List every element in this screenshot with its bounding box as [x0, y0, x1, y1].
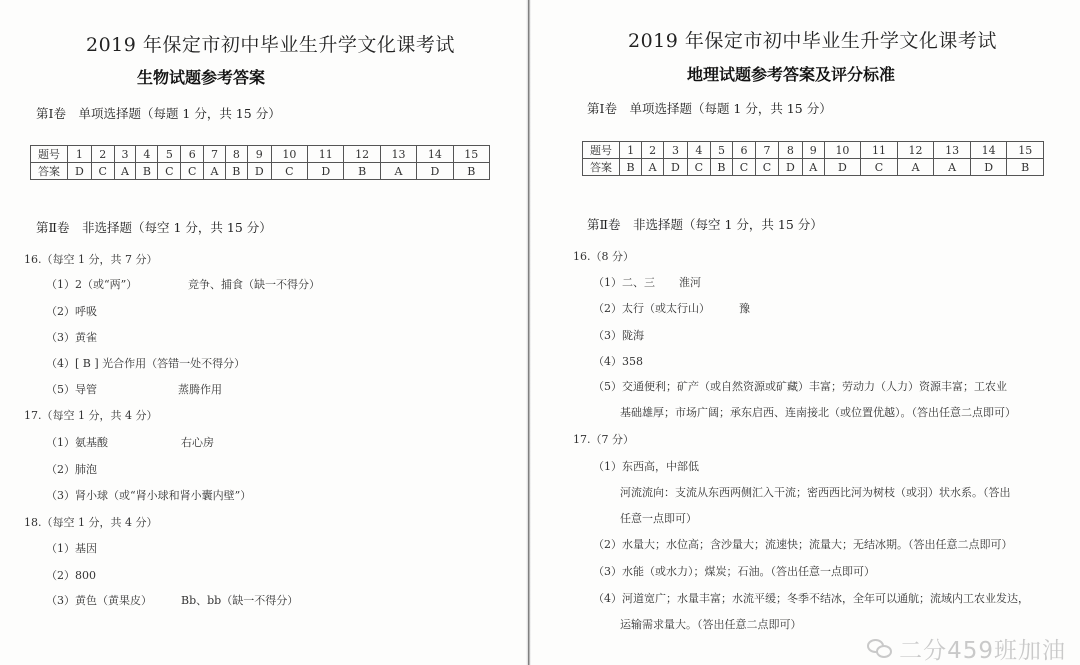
left-table-number-cell: 14: [417, 146, 453, 163]
right-table-answer-cell: D: [663, 159, 687, 176]
right-answer-table: [582, 141, 1044, 176]
right-q16-5-cont: 基础雄厚；市场广阔；承东启西、连南接北（或位置优越）。（答出任意二点即可）: [620, 406, 1016, 419]
right-table-number-cell: 8: [778, 142, 802, 159]
right-table-number-cell: 15: [1007, 142, 1044, 159]
left-table-number-cell: 11: [308, 146, 344, 163]
left-section-2-heading: 第Ⅱ卷 非选择题（每空 1 分，共 15 分）: [36, 220, 272, 235]
right-table-answer-cell: C: [733, 159, 756, 176]
left-table-answer-cell: D: [68, 163, 92, 180]
left-q18-heading: 18.（每空 1 分，共 4 分）: [24, 516, 158, 529]
left-table-answer-cell: C: [91, 163, 114, 180]
left-table-answer-cell: B: [344, 163, 380, 180]
left-q17-1: （1）氨基酸: [46, 436, 108, 449]
right-table-answer-cell: B: [710, 159, 732, 176]
left-table-answer-cell: D: [308, 163, 344, 180]
right-q17-4-cont: 运输需求量大。（答出任意二点即可）: [620, 618, 802, 631]
right-q16-5: （5）交通便利；矿产（或自然资源或矿藏）丰富；劳动力（人力）资源丰富；工农业: [593, 380, 1007, 393]
right-table-number-row: [583, 142, 1044, 159]
right-table-number-cell: 11: [861, 142, 898, 159]
left-section-1-heading: 第Ⅰ卷 单项选择题（每题 1 分，共 15 分）: [36, 106, 281, 121]
right-table-number-cell: 3: [663, 142, 687, 159]
left-table-number-cell: 7: [204, 146, 226, 163]
right-q16-2b: 豫: [739, 302, 750, 315]
left-table-number-cell: 4: [136, 146, 158, 163]
left-table-answer-cell: B: [136, 163, 158, 180]
left-answer-table: [30, 145, 490, 180]
right-table-answer-cell: D: [824, 159, 861, 176]
left-q16-2: （2）呼吸: [46, 305, 97, 318]
right-table-answer-cell: C: [861, 159, 898, 176]
left-table-number-cell: 9: [247, 146, 271, 163]
right-section-2-heading: 第Ⅱ卷 非选择题（每空 1 分，共 15 分）: [587, 217, 823, 232]
left-table-answer-cell: A: [204, 163, 226, 180]
right-table-answer-cell: A: [934, 159, 971, 176]
left-table-answer-cell: D: [247, 163, 271, 180]
left-q17-heading: 17.（每空 1 分，共 4 分）: [24, 409, 158, 422]
left-table-number-cell: 2: [91, 146, 114, 163]
left-table-number-cell: 12: [344, 146, 380, 163]
right-q17-1-detail: 河流流向：支流从东西两侧汇入干流；密西西比河为树枝（或羽）状水系。（答出: [620, 486, 1011, 499]
right-table-number-cell: 4: [687, 142, 710, 159]
right-table-answer-cell: A: [897, 159, 934, 176]
left-q17-1b: 右心房: [181, 436, 214, 449]
right-table-number-cell: 10: [824, 142, 861, 159]
left-q16-1: （1）2（或“两”）: [46, 278, 138, 291]
right-table-number-cell: 9: [802, 142, 824, 159]
left-page-title: 2019 年保定市初中毕业生升学文化课考试: [86, 34, 455, 56]
right-q16-4: （4）358: [593, 355, 643, 368]
left-q18-3: （3）黄色（黄果皮）: [46, 594, 152, 607]
left-table-answer-cell: B: [225, 163, 247, 180]
left-q17-3: （3）肾小球（或“肾小球和肾小囊内壁”）: [46, 489, 252, 502]
right-table-answer-cell: B: [620, 159, 642, 176]
right-table-number-cell: 13: [934, 142, 971, 159]
wechat-icon: [867, 639, 893, 659]
left-q16-3: （3）黄雀: [46, 331, 97, 344]
right-q17-4: （4）河道宽广；水量丰富；水流平缓；冬季不结冰，全年可以通航；流域内工农业发达，: [593, 592, 1029, 605]
right-table-number-cell: 6: [733, 142, 756, 159]
right-q16-heading: 16.（8 分）: [573, 250, 634, 263]
left-table-answer-cell: A: [114, 163, 136, 180]
right-q16-3: （3）陇海: [593, 329, 644, 342]
right-table-header-number: 题号: [583, 142, 620, 159]
right-section-1-heading: 第Ⅰ卷 单项选择题（每题 1 分，共 15 分）: [587, 101, 832, 116]
right-page-geography: [531, 0, 1080, 665]
right-q17-3: （3）水能（或水力）；煤炭；石油。（答出任意一点即可）: [593, 565, 875, 578]
left-table-number-cell: 10: [271, 146, 307, 163]
left-q18-2: （2）800: [46, 569, 96, 582]
left-q18-3b: Bb、bb（缺一不得分）: [181, 594, 299, 607]
left-page-biology: [0, 0, 526, 665]
left-table-number-cell: 13: [380, 146, 416, 163]
right-page-title: 2019 年保定市初中毕业生升学文化课考试: [628, 30, 997, 52]
right-table-number-cell: 7: [755, 142, 778, 159]
left-q16-heading: 16.（每空 1 分，共 7 分）: [24, 253, 158, 266]
right-table-answer-cell: D: [970, 159, 1007, 176]
watermark-text: 二分459班加油: [899, 638, 1066, 664]
left-q17-2: （2）肺泡: [46, 463, 97, 476]
left-table-header-answer: 答案: [31, 163, 68, 180]
right-q16-1b: 淮河: [679, 276, 701, 289]
right-table-header-answer: 答案: [583, 159, 620, 176]
right-table-number-cell: 12: [897, 142, 934, 159]
right-table-number-cell: 2: [642, 142, 664, 159]
left-q16-1b: 竞争、捕食（缺一不得分）: [188, 278, 320, 291]
right-table-answer-cell: C: [755, 159, 778, 176]
right-q17-2: （2）水量大；水位高；含沙量大；流速快；流量大；无结冰期。（答出任意二点即可）: [593, 538, 1013, 551]
right-page-subtitle: 地理试题参考答案及评分标准: [687, 65, 896, 84]
right-q17-heading: 17.（7 分）: [573, 433, 634, 446]
right-table-answer-cell: B: [1007, 159, 1044, 176]
left-table-answer-cell: D: [417, 163, 453, 180]
left-table-number-row: [31, 146, 490, 163]
left-table-number-cell: 6: [181, 146, 204, 163]
right-table-number-cell: 5: [710, 142, 732, 159]
right-table-answer-cell: C: [687, 159, 710, 176]
left-table-number-cell: 15: [453, 146, 489, 163]
right-table-answer-row: [583, 159, 1044, 176]
left-table-answer-cell: B: [453, 163, 489, 180]
left-table-answer-cell: C: [181, 163, 204, 180]
left-q16-5: （5）导管: [46, 383, 97, 396]
left-q18-1: （1）基因: [46, 542, 97, 555]
right-table-number-cell: 1: [620, 142, 642, 159]
left-table-number-cell: 1: [68, 146, 92, 163]
left-table-number-cell: 8: [225, 146, 247, 163]
left-table-answer-row: [31, 163, 490, 180]
right-q16-1: （1）二、三: [593, 276, 655, 289]
right-table-answer-cell: D: [778, 159, 802, 176]
right-table-answer-cell: A: [802, 159, 824, 176]
right-table-number-cell: 14: [970, 142, 1007, 159]
left-table-number-cell: 5: [158, 146, 181, 163]
left-table-answer-cell: A: [380, 163, 416, 180]
right-table-answer-cell: A: [642, 159, 664, 176]
right-q16-2: （2）太行（或太行山）: [593, 302, 710, 315]
left-q16-5b: 蒸腾作用: [178, 383, 222, 396]
left-table-number-cell: 3: [114, 146, 136, 163]
right-q17-1-cont: 任意一点即可）: [620, 512, 697, 525]
left-page-subtitle: 生物试题参考答案: [137, 68, 266, 87]
left-q16-4: （4）[ B ] 光合作用（答错一处不得分）: [46, 357, 246, 370]
left-table-answer-cell: C: [158, 163, 181, 180]
watermark: [867, 632, 1066, 665]
left-table-header-number: 题号: [31, 146, 68, 163]
right-q17-1: （1）东西高，中部低: [593, 460, 699, 473]
left-table-answer-cell: C: [271, 163, 307, 180]
